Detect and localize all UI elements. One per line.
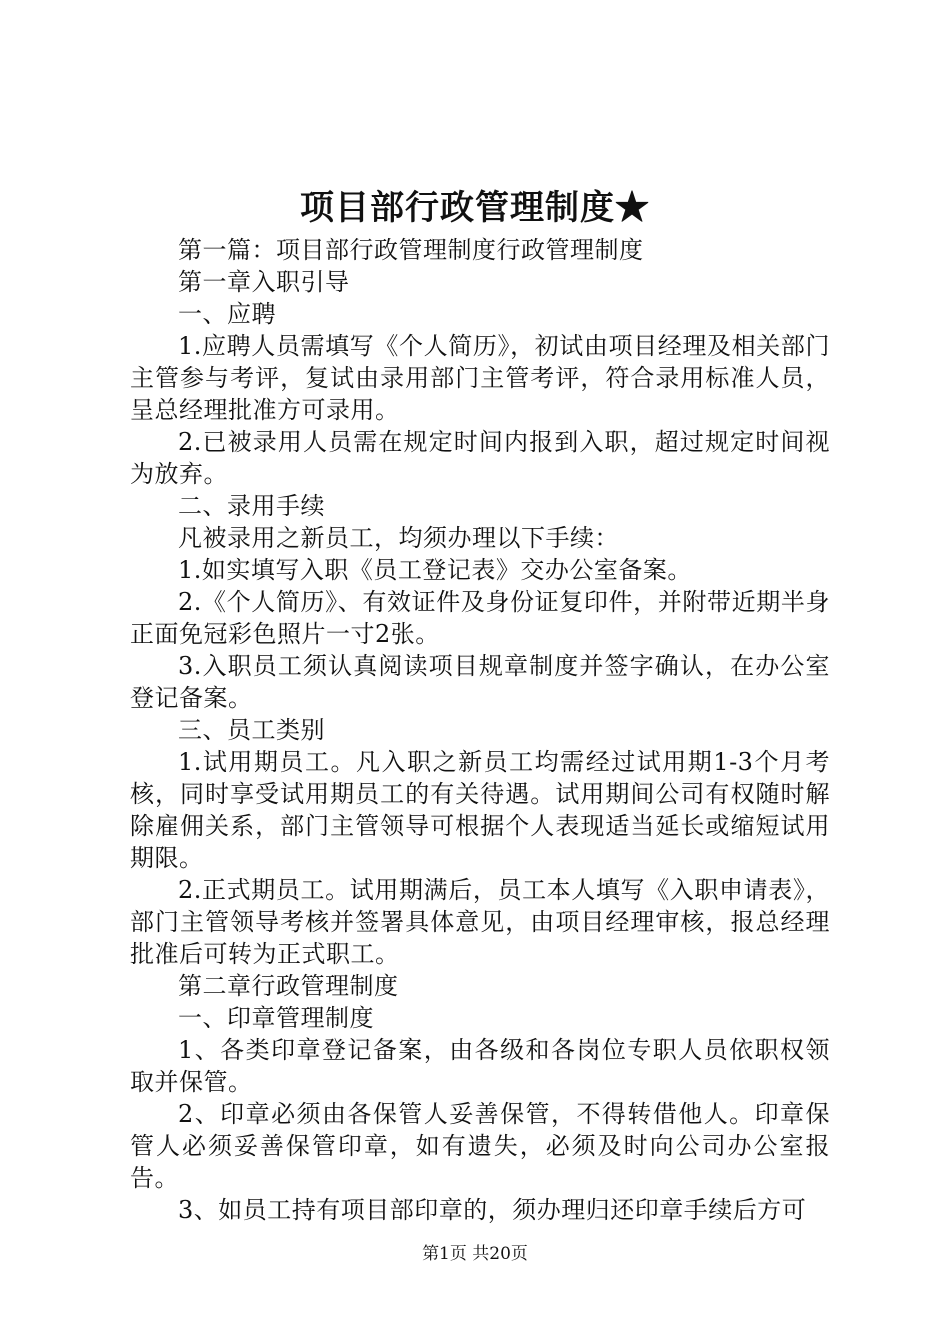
paragraph: 2.已被录用人员需在规定时间内报到入职，超过规定时间视为放弃。 bbox=[130, 428, 830, 488]
paragraph: 第二章行政管理制度 bbox=[178, 972, 399, 1000]
paragraph: 三、员工类别 bbox=[178, 716, 325, 744]
paragraph: 第一章入职引导 bbox=[178, 268, 350, 296]
paragraph: 2.《个人简历》、有效证件及身份证复印件，并附带近期半身正面免冠彩色照片一寸2张。 bbox=[130, 588, 830, 648]
paragraph: 第一篇：项目部行政管理制度行政管理制度 bbox=[178, 236, 644, 264]
paragraph: 3.入职员工须认真阅读项目规章制度并签字确认，在办公室登记备案。 bbox=[130, 652, 830, 712]
paragraph: 1.应聘人员需填写《个人简历》，初试由项目经理及相关部门主管参与考评，复试由录用部门主管考评，符合录用标准人员，呈总经理批准方可录用。 bbox=[130, 332, 830, 424]
paragraph: 1.试用期员工。凡入职之新员工均需经过试用期1-3个月考核，同时享受试用期员工的有关待遇。试用期间公司有权随时解除雇佣关系，部门主管领导可根据个人表现适当延长或缩短试用期限。 bbox=[130, 748, 830, 872]
paragraph: 3、如员工持有项目部印章的，须办理归还印章手续后方可 bbox=[178, 1196, 807, 1224]
paragraph: 1.如实填写入职《员工登记表》交办公室备案。 bbox=[178, 556, 692, 584]
document-body bbox=[130, 234, 830, 1226]
paragraph: 二、录用手续 bbox=[178, 492, 325, 520]
paragraph: 一、印章管理制度 bbox=[178, 1004, 374, 1032]
document-title: 项目部行政管理制度★ bbox=[300, 188, 650, 228]
page-footer: 第1页 共20页 bbox=[422, 1244, 528, 1264]
paragraph: 凡被录用之新员工，均须办理以下手续： bbox=[178, 524, 619, 552]
paragraph: 1、各类印章登记备案，由各级和各岗位专职人员依职权领取并保管。 bbox=[130, 1036, 830, 1096]
paragraph: 一、应聘 bbox=[178, 300, 276, 328]
paragraph: 2.正式期员工。试用期满后，员工本人填写《入职申请表》，部门主管领导考核并签署具体意见，由项目经理审核，报总经理批准后可转为正式职工。 bbox=[130, 876, 830, 968]
paragraph: 2、印章必须由各保管人妥善保管，不得转借他人。印章保管人必须妥善保管印章，如有遗失，必须及时向公司办公室报告。 bbox=[130, 1100, 830, 1192]
